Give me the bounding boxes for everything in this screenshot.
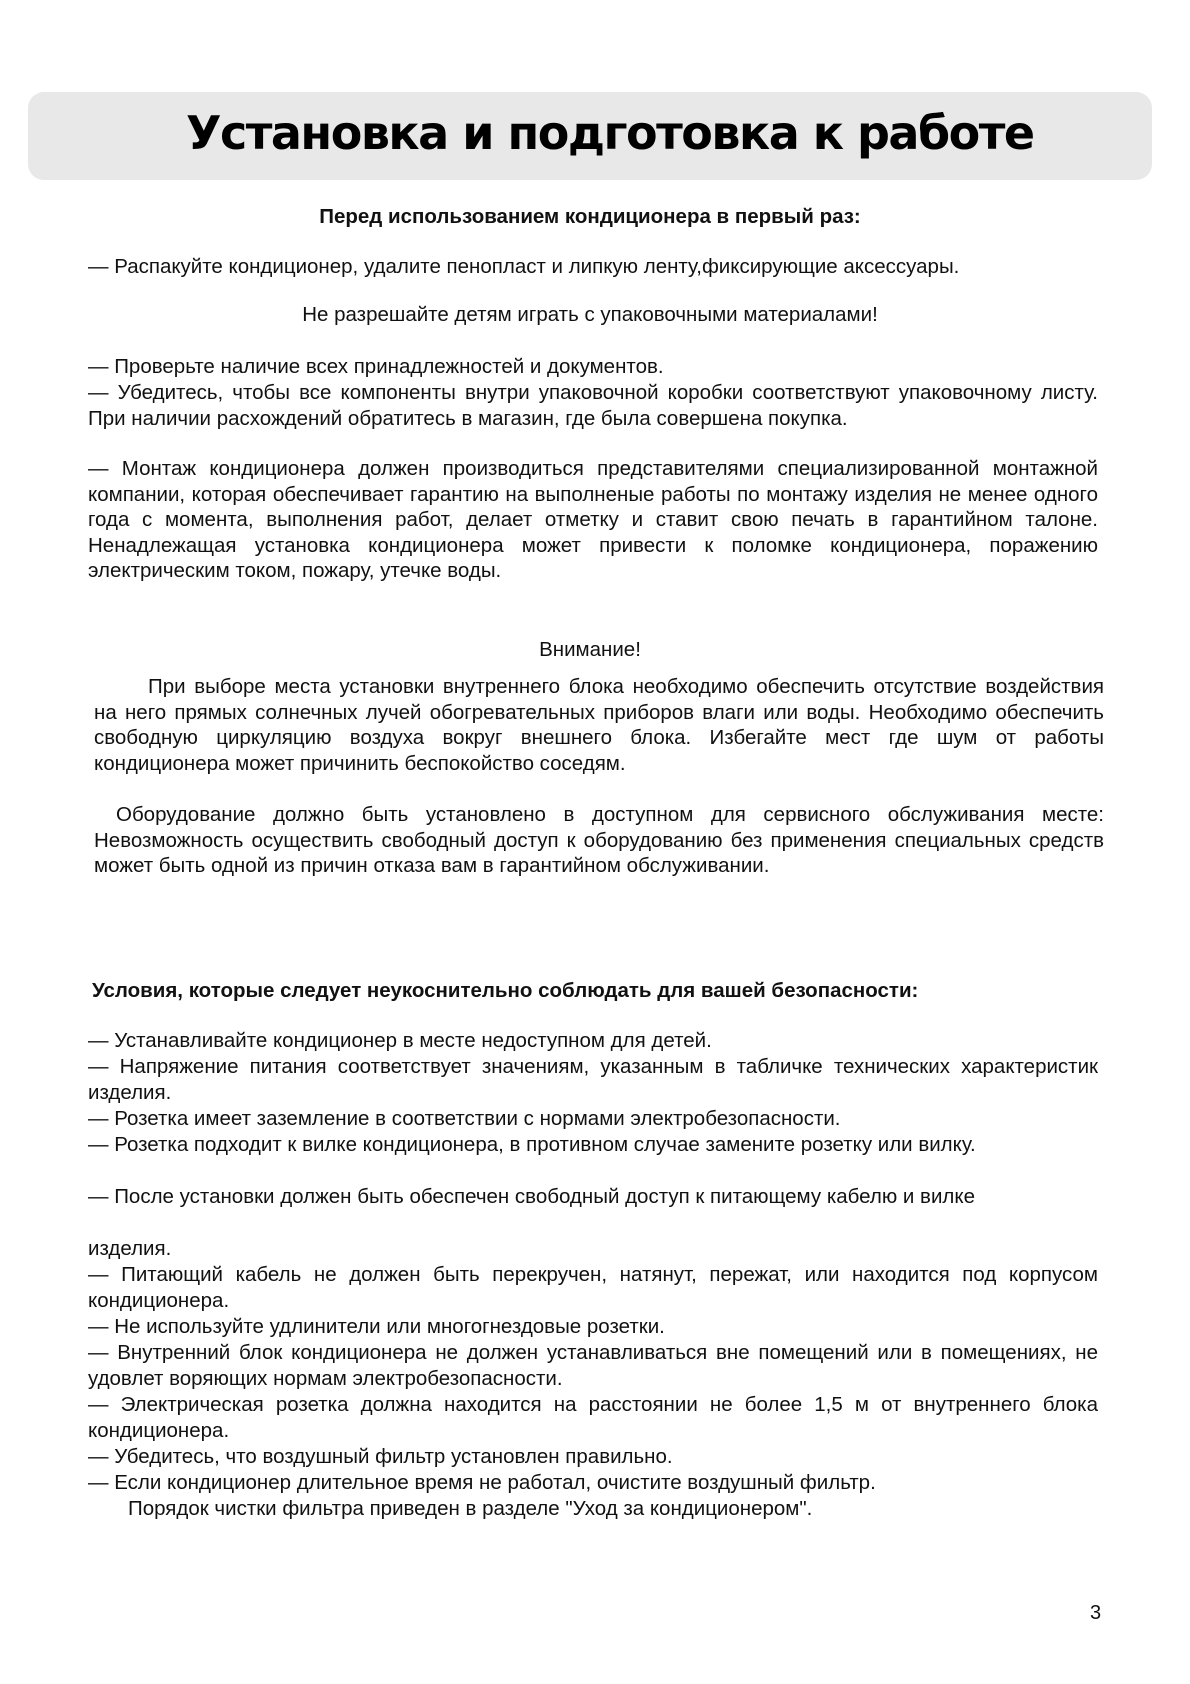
safety-heading: Условия, которые следует неукоснительно соблюдать для вашей безопасности: [92, 979, 919, 1002]
safety-item: — Если кондиционер длительное время не работал, очистите воздушный фильтр. [88, 1471, 876, 1494]
check-item-2: — Убедитесь, чтобы все компоненты внутри упаковочной коробки соответствуют упаковочному листу. При наличии расхождений обратитесь в магазин, где была совершена покупка. [88, 381, 1098, 430]
safety-item: — После установки должен быть обеспечен свободный доступ к питающему кабелю и вилке [88, 1185, 975, 1208]
safety-item: — Розетка подходит к вилке кондиционера, в противном случае замените розетку или вилку. [88, 1133, 976, 1156]
unpack-instruction: — Распакуйте кондиционер, удалите пенопласт и липкую ленту,фиксирующие аксессуары. [88, 255, 960, 278]
filter-cleaning-note: Порядок чистки фильтра приведен в разделе "Уход за кондиционером". [128, 1497, 813, 1520]
check-item-3: — Монтаж кондиционера должен производиться представителями специализированной монтажной компании, которая обеспечивает гарантию на выполненые работы по монтажу изделия не менее одного года с момента, выполнения работ, делает отметку и ставит свою печать в гарантийном талоне. Ненадлежащая установка кондиционера может привести к поломке кондиционера, поражению электрическим током, пожару, утечке воды. [88, 457, 1098, 582]
safety-item: — Не используйте удлинители или многогнездовые розетки. [88, 1315, 665, 1338]
safety-item: — Электрическая розетка должна находится на расстоянии не более 1,5 м от внутреннего блока кондиционера. [88, 1393, 1098, 1442]
safety-item: — Устанавливайте кондиционер в месте недоступном для детей. [88, 1029, 712, 1052]
attention-paragraph-1: При выборе места установки внутреннего блока необходимо обеспечить отсутствие воздействия на него прямых солнечных лучей обогревательных приборов влаги или воды. Необходимо обеспечить свободную циркуляцию воздуха вокруг внешнего блока. Избегайте мест где шум от работы кондиционера может причинить беспокойство соседям. [94, 675, 1104, 775]
safety-item: — Внутренний блок кондиционера не должен устанавливаться вне помещений или в помещениях, не удовлет воряющих нормам электробезопасности. [88, 1341, 1098, 1390]
page-title: Установка и подготовка к работе [186, 106, 1034, 160]
safety-item: — Напряжение питания соответствует значениям, указанным в табличке технических характеристик изделия. [88, 1055, 1098, 1104]
first-use-heading: Перед использованием кондиционера в первый раз: [319, 205, 861, 228]
attention-paragraph-2: Оборудование должно быть установлено в доступном для сервисного обслуживания месте: Невозможность осуществить свободный доступ к оборудованию без применения специальных средств может быть одной из причин отказа вам в гарантийном обслуживании. [94, 803, 1104, 877]
safety-item: — Питающий кабель не должен быть перекручен, натянут, пережат, или находится под корпусом кондиционера. [88, 1263, 1098, 1312]
attention-label: Внимание! [539, 638, 641, 661]
page-number: 3 [1090, 1602, 1102, 1624]
check-item-1: — Проверьте наличие всех принадлежностей и документов. [88, 355, 664, 378]
safety-item: — Розетка имеет заземление в соответствии с нормами электробезопасности. [88, 1107, 841, 1130]
children-warning: Не разрешайте детям играть с упаковочными материалами! [302, 303, 878, 326]
safety-item: изделия. [88, 1237, 172, 1260]
safety-item: — Убедитесь, что воздушный фильтр установлен правильно. [88, 1445, 673, 1468]
